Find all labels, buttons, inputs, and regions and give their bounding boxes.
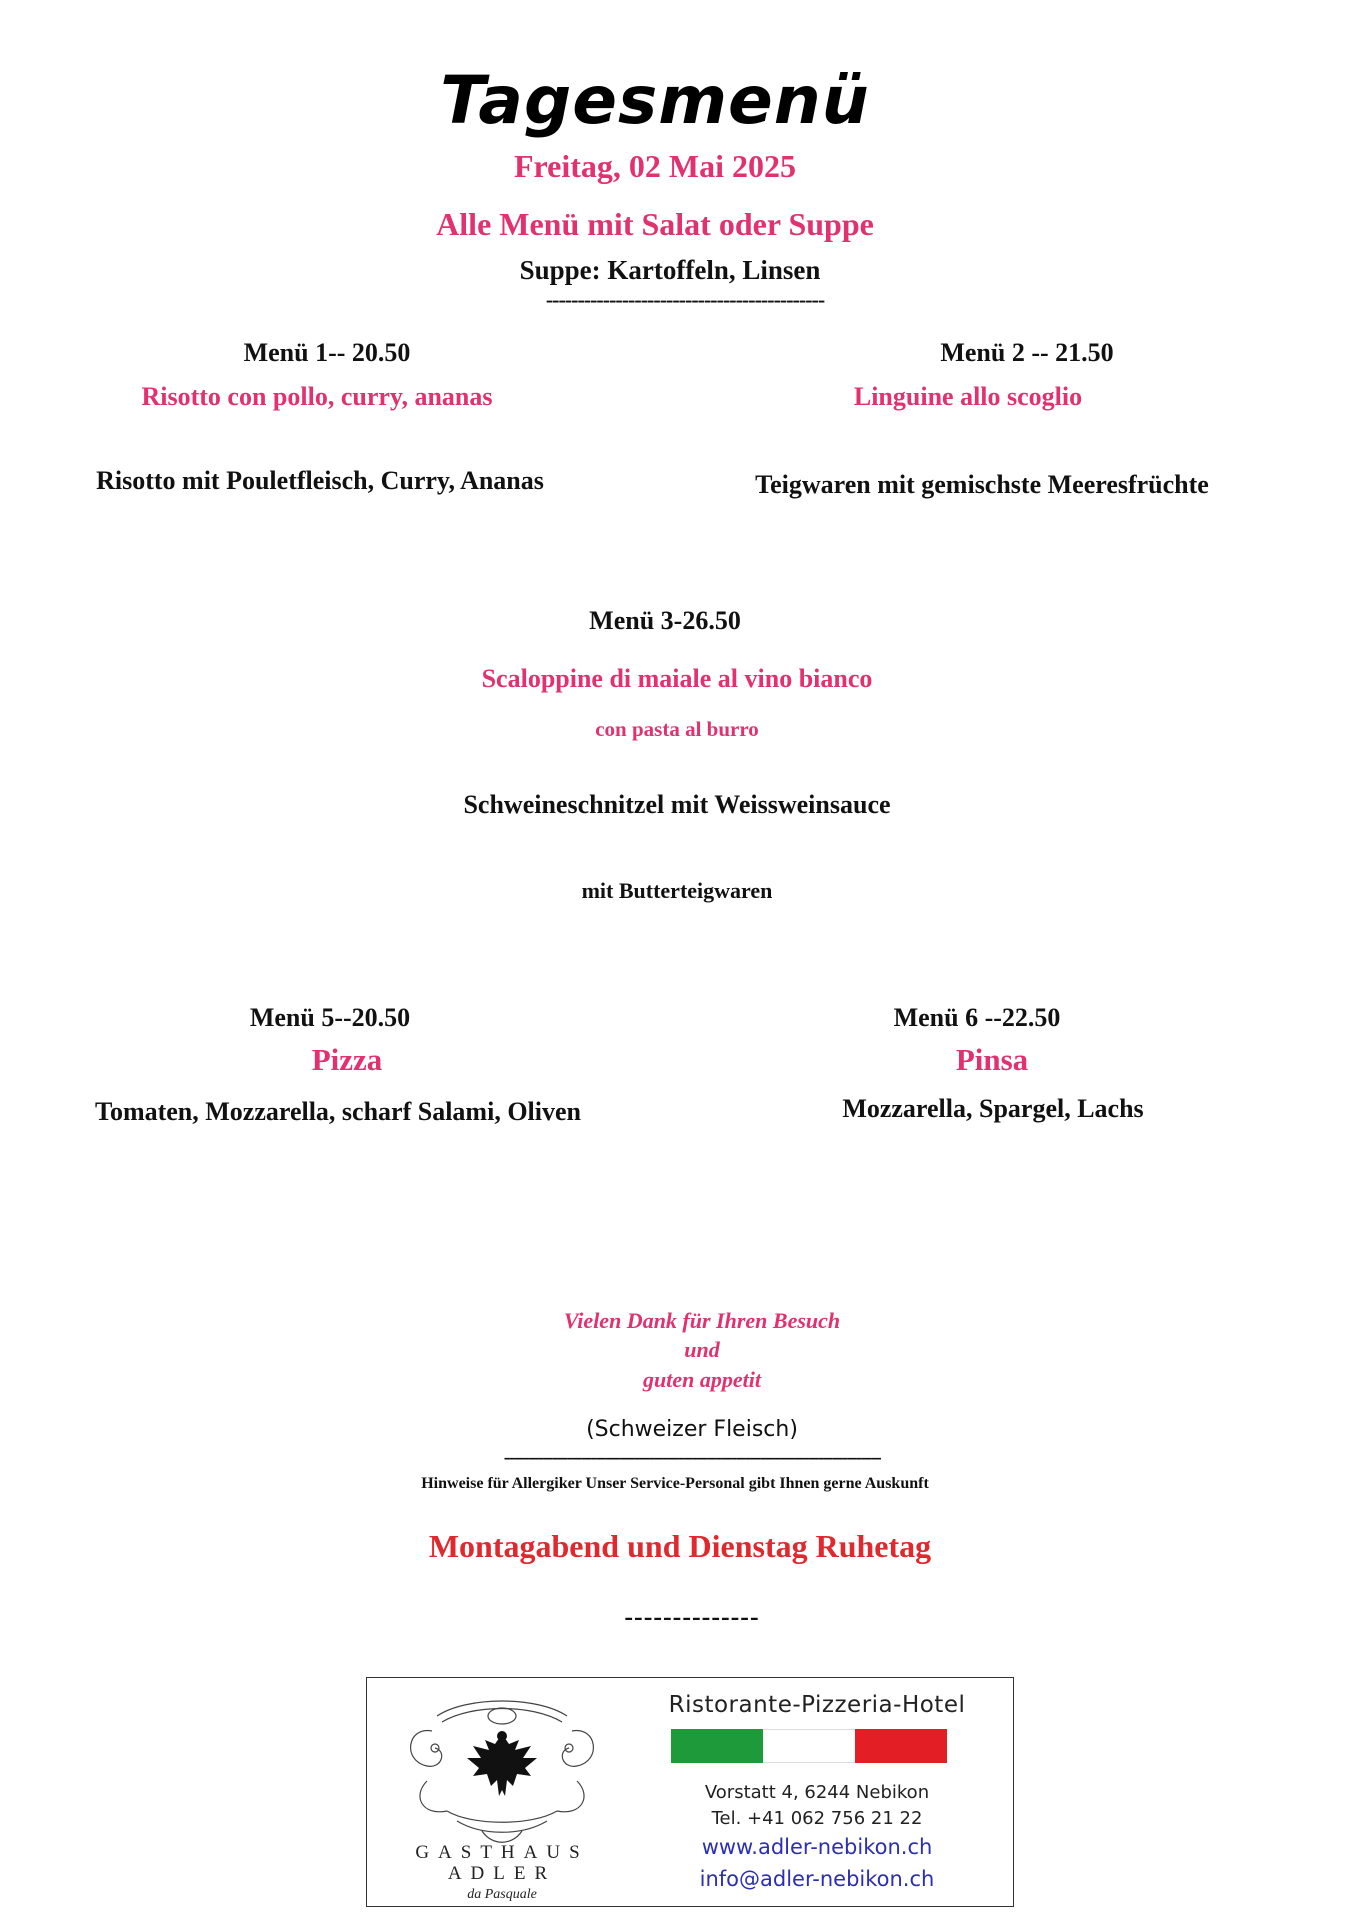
thanks-line-1: Vielen Dank für Ihren Besuch (563, 1308, 841, 1333)
eagle-icon (467, 1731, 537, 1796)
menu-3-heading: Menü 3-26.50 (589, 606, 741, 635)
menu-1-german: Risotto mit Pouletfleisch, Curry, Ananas (96, 466, 544, 495)
menu-6-german: Mozzarella, Spargel, Lachs (842, 1094, 1144, 1123)
menu-2-heading: Menü 2 -- 21.50 (940, 338, 1114, 367)
restaurant-card (366, 1677, 1014, 1907)
menu-3-italian-side: con pasta al burro (595, 717, 759, 741)
italian-flag-icon (671, 1729, 947, 1763)
email-link[interactable]: info@adler-nebikon.ch (699, 1867, 935, 1891)
thanks-line-2: und (684, 1337, 720, 1362)
menu-1-italian: Risotto con pollo, curry, ananas (141, 382, 493, 411)
card-address: Vorstatt 4, 6244 Nebikon (704, 1782, 930, 1803)
divider-top: -------------------------------------------- (545, 287, 825, 312)
menu-5-german: Tomaten, Mozzarella, scharf Salami, Oliven (94, 1097, 581, 1126)
menu-intro: Alle Menü mit Salat oder Suppe (436, 206, 874, 242)
meat-origin-note: (Schweizer Fleisch) (586, 1417, 798, 1442)
gasthaus-adler-logo (387, 1686, 617, 1901)
menu-2-german: Teigwaren mit gemischste Meeresfrüchte (755, 470, 1209, 499)
menu-3-german: Schweineschnitzel mit Weissweinsauce (463, 790, 891, 819)
page-title: Tagesmenü (440, 62, 870, 139)
closed-days-notice: Montagabend und Dienstag Ruhetag (428, 1528, 932, 1564)
menu-3-german-side: mit Butterteigwaren (581, 878, 773, 903)
menu-5-heading: Menü 5--20.50 (249, 1003, 411, 1032)
menu-3-italian: Scaloppine di maiale al vino bianco (481, 664, 873, 693)
divider-long: ------------------------------------------------------------------------------ (503, 1447, 881, 1468)
menu-date: Freitag, 02 Mai 2025 (513, 148, 797, 184)
menu-1-heading: Menü 1-- 20.50 (243, 338, 411, 367)
menu-2-italian: Linguine allo scoglio (853, 382, 1083, 411)
menu-6-heading: Menü 6 --22.50 (893, 1003, 1061, 1032)
card-phone: Tel. +41 062 756 21 22 (711, 1808, 923, 1829)
thanks-line-3: guten appetit (643, 1367, 761, 1392)
allergy-note: Hinweise für Allergiker Unser Service-Personal gibt Ihnen gerne Auskunft (421, 1475, 929, 1492)
card-title: Ristorante-Pizzeria-Hotel (668, 1692, 966, 1718)
divider-short: -------------- (624, 1602, 760, 1631)
svg-text:ADLER: ADLER (447, 1863, 557, 1884)
soup-of-day: Suppe: Kartoffeln, Linsen (519, 255, 821, 285)
svg-text:da Pasquale: da Pasquale (467, 1887, 537, 1901)
menu-6-italian: Pinsa (955, 1042, 1029, 1077)
website-link[interactable]: www.adler-nebikon.ch (701, 1835, 933, 1859)
menu-5-italian: Pizza (311, 1042, 383, 1077)
svg-text:GASTHAUS: GASTHAUS (415, 1842, 589, 1863)
